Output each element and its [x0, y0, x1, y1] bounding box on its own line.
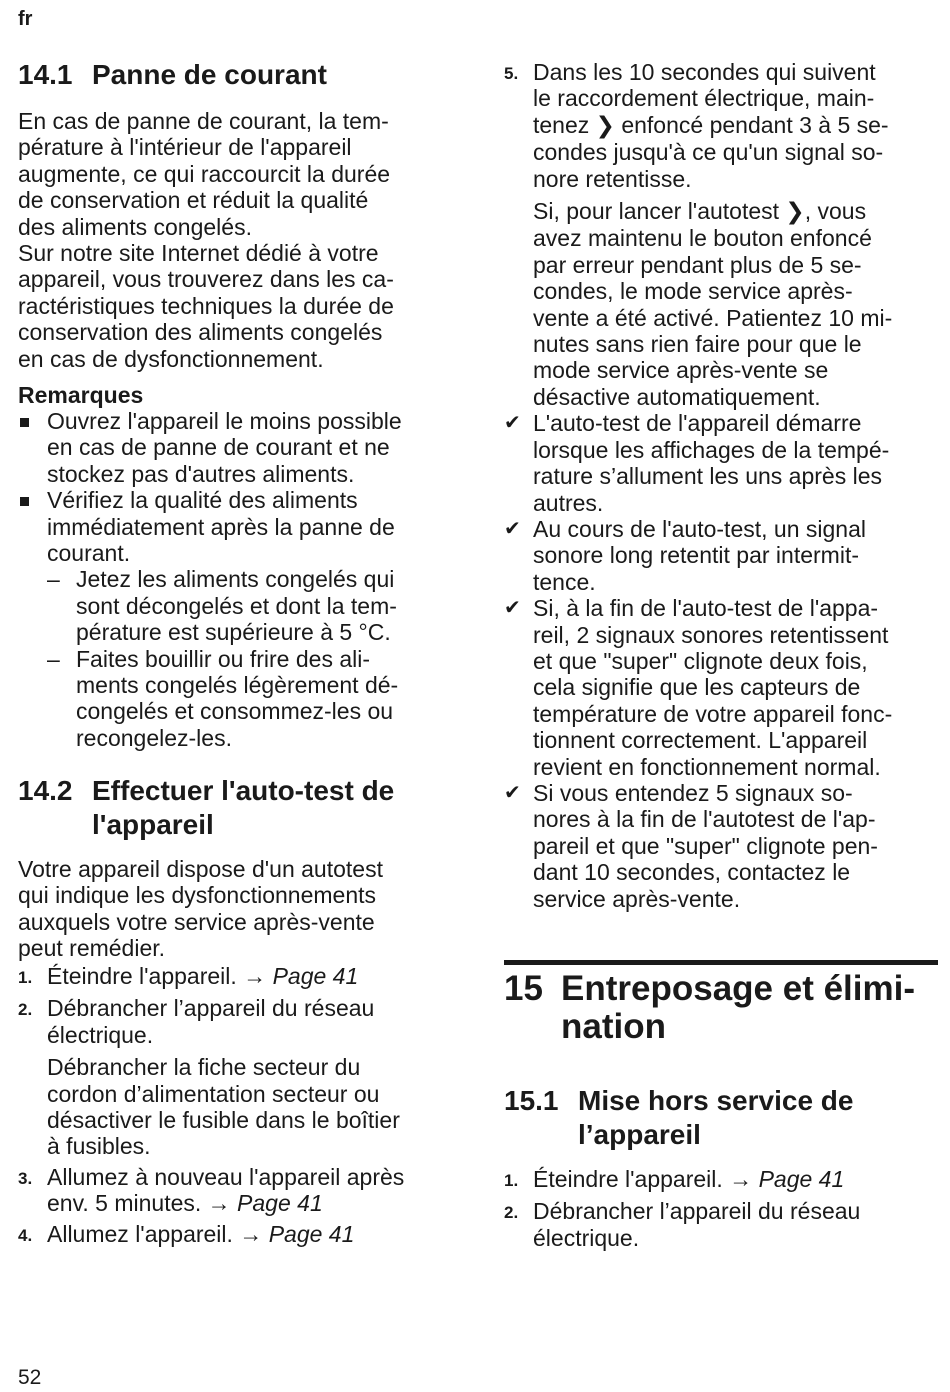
section-title-line: Effectuer l'auto-test de — [92, 775, 395, 806]
section-title: Panne de courant — [92, 59, 327, 90]
step-number: 5. — [504, 64, 519, 83]
text-line: congelés et consommez-les ou — [76, 698, 394, 725]
dash-bullet: – — [47, 645, 60, 672]
text-line: Ouvrez l'appareil le moins possible — [47, 408, 402, 434]
result-item — [504, 410, 938, 516]
step-item — [504, 1198, 938, 1251]
text-line: pérature à l'intérieur de l'appareil — [18, 134, 352, 161]
text-line: de conservation et réduit la qualité — [18, 187, 369, 214]
result-item — [504, 516, 938, 595]
text-line: Faites bouillir ou frire des ali- — [76, 645, 371, 672]
text-line: Allumez l'appareil. — [47, 1220, 233, 1247]
text-line: cordon d’alimentation secteur ou — [47, 1080, 380, 1107]
section-title-line: Mise hors service de — [578, 1085, 854, 1116]
text-line: à fusibles. — [47, 1133, 151, 1160]
text-line: mode service après-vente se — [533, 357, 829, 384]
step-number: 1. — [18, 968, 33, 987]
dash-bullet: – — [47, 566, 60, 593]
checkmark-icon: ✔ — [504, 412, 521, 435]
text-line: électrique. — [533, 1224, 640, 1251]
section-14-2-heading — [18, 774, 458, 842]
page-reference-link[interactable]: Page 41 — [268, 1220, 355, 1247]
text-line: En cas de panne de courant, la tem- — [18, 108, 389, 134]
text-line: Débrancher l’appareil du réseau — [533, 1198, 861, 1225]
text-line: Sur notre site Internet dédié à votre — [18, 240, 379, 267]
text-line: Dans les 10 secondes qui suivent — [533, 59, 876, 85]
arrow-right-icon: → — [239, 1220, 263, 1247]
checkmark-icon: ✔ — [504, 517, 521, 540]
text-line: tence. — [533, 568, 596, 595]
text-line: Jetez les aliments congelés qui — [76, 566, 395, 593]
text-line: Si vous entendez 5 signaux so- — [533, 779, 853, 806]
text-line: Votre appareil dispose d'un autotest — [18, 856, 383, 882]
text-line: pérature est supérieure à 5 °C. — [76, 619, 391, 646]
text-line: vente a été activé. Patientez 10 mi- — [533, 304, 893, 331]
text-line: Éteindre l'appareil. — [533, 1166, 723, 1192]
step-item — [18, 1221, 458, 1249]
text-line: lorsque les affichages de la tempé- — [533, 436, 890, 463]
text-line: condes, le mode service après- — [533, 278, 853, 305]
text-line: désactive automatiquement. — [533, 383, 821, 410]
text-line: électrique. — [47, 1021, 154, 1048]
step-item — [18, 995, 458, 1159]
text-line: courant. — [47, 540, 131, 567]
chevron-right-icon: ❯ — [595, 112, 615, 139]
text-line: pareil et que "super" clignote pen- — [533, 832, 878, 859]
text-line: Éteindre l'appareil. — [47, 963, 237, 989]
section-number: 14.1 — [18, 59, 73, 90]
page-reference-link[interactable]: Page 41 — [272, 963, 359, 989]
text-line: ractéristiques techniques la durée de — [18, 292, 394, 319]
remark-item — [18, 487, 458, 751]
page-number: 52 — [18, 1366, 42, 1389]
text-line: en cas de panne de courant et ne — [47, 434, 390, 461]
result-item — [504, 780, 938, 912]
text-line: qui indique les dysfonctionnements — [18, 882, 377, 909]
text-line: en cas de dysfonctionnement. — [18, 345, 324, 372]
remark-item — [18, 408, 458, 487]
text-line: nores à la fin de l'autotest de l'ap- — [533, 806, 876, 833]
chapter-divider — [504, 960, 938, 965]
text-line: température de votre appareil fonc- — [533, 700, 893, 727]
text-line: avez maintenu le bouton enfoncé — [533, 225, 872, 252]
result-item — [504, 595, 938, 780]
self-test-steps — [18, 963, 458, 1249]
chapter-title-line: Entreposage et élimi- — [561, 969, 915, 1008]
text-line: Allumez à nouveau l'appareil après — [47, 1163, 405, 1190]
chapter-title-line: nation — [561, 1007, 666, 1046]
page-reference-link[interactable]: Page 41 — [758, 1166, 845, 1192]
dash-item — [47, 646, 458, 752]
text-line: sont décongelés et dont la tem- — [76, 592, 397, 619]
text-line: des aliments congelés. — [18, 213, 252, 240]
text-line: augmente, ce qui raccourcit la durée — [18, 160, 391, 187]
checkmark-icon: ✔ — [504, 781, 521, 804]
text-line: auxquels votre service après-vente — [18, 908, 375, 935]
square-bullet-icon — [18, 487, 47, 751]
decommission-steps — [504, 1166, 938, 1251]
remarks-title: Remarques — [18, 382, 144, 408]
text-line: env. 5 minutes. — [47, 1190, 202, 1217]
text-line: nore retentisse. — [533, 165, 692, 192]
step-item — [504, 59, 938, 410]
text-line: nutes sans rien faire pour que le — [533, 331, 862, 358]
section-number: 14.2 — [18, 775, 73, 806]
text-line: immédiatement après la panne de — [47, 513, 395, 540]
section-14-1-heading — [18, 58, 458, 92]
text-line: appareil, vous trouverez dans les ca- — [18, 266, 394, 293]
text-line: reil, 2 signaux sonores retentissent — [533, 621, 889, 648]
step-number: 3. — [18, 1168, 33, 1188]
step-item — [504, 1166, 938, 1194]
section-15-1-heading — [504, 1084, 938, 1152]
dash-item — [47, 566, 458, 645]
text-line: cela signifie que les capteurs de — [533, 674, 861, 701]
text-line: Débrancher la fiche secteur du — [47, 1054, 361, 1081]
text-line: , vous — [804, 198, 867, 225]
text-line: enfoncé pendant 3 à 5 se- — [621, 111, 889, 138]
text-line: et que "super" clignote deux fois, — [533, 647, 868, 674]
text-line: par erreur pendant plus de 5 se- — [533, 251, 862, 278]
section-number: 15.1 — [504, 1085, 559, 1116]
text-line: service après-vente. — [533, 885, 741, 912]
text-line: condes jusqu'à ce qu'un signal so- — [533, 139, 884, 166]
self-test-continued — [504, 59, 938, 912]
square-bullet-icon — [18, 408, 47, 487]
arrow-right-icon: → — [729, 1166, 753, 1192]
checkmark-icon: ✔ — [504, 597, 521, 620]
page-reference-link[interactable]: Page 41 — [237, 1190, 323, 1217]
text-line: revient en fonctionnement normal. — [533, 753, 881, 780]
chevron-right-icon: ❯ — [785, 199, 805, 226]
power-outage-paragraph-1 — [18, 108, 458, 372]
text-line: Au cours de l'auto-test, un signal — [533, 515, 866, 542]
text-line: conservation des aliments congelés — [18, 319, 383, 346]
text-line: désactiver le fusible dans le boîtier — [47, 1107, 400, 1134]
text-line: tenez — [533, 111, 590, 138]
self-test-intro — [18, 856, 458, 962]
section-title-line: l'appareil — [92, 809, 214, 840]
text-line: ments congelés légèrement dé- — [76, 672, 399, 699]
step-item — [18, 963, 458, 991]
step-number: 4. — [18, 1225, 33, 1245]
text-line: peut remédier. — [18, 935, 166, 962]
arrow-right-icon: → — [207, 1190, 231, 1217]
text-line: L'auto-test de l'appareil démarre — [533, 410, 862, 437]
text-line: le raccordement électrique, main- — [533, 85, 875, 112]
text-line: dant 10 secondes, contactez le — [533, 859, 851, 886]
arrow-right-icon: → — [243, 963, 267, 989]
step-item — [18, 1164, 458, 1217]
step-number: 1. — [504, 1171, 519, 1190]
text-line: stockez pas d'autres aliments. — [47, 460, 355, 487]
text-line: rature s’allument les uns après les — [533, 463, 882, 490]
text-line: tionnent correctement. L'appareil — [533, 727, 868, 754]
remarks-block — [18, 382, 458, 751]
step-number: 2. — [18, 1000, 33, 1020]
text-line: Débrancher l’appareil du réseau — [47, 995, 375, 1022]
chapter-number: 15 — [504, 969, 543, 1008]
text-line: autres. — [533, 489, 604, 516]
section-title-line: l’appareil — [578, 1119, 701, 1150]
text-line: Si, à la fin de l'auto-test de l'appa- — [533, 595, 879, 622]
text-line: Si, pour lancer l'autotest — [533, 198, 780, 225]
text-line: recongelez-les. — [76, 724, 232, 751]
text-line: sonore long retentit par intermit- — [533, 542, 859, 569]
chapter-15-heading — [504, 970, 938, 1046]
language-tag: fr — [18, 8, 33, 30]
step-number: 2. — [504, 1203, 519, 1223]
text-line: Vérifiez la qualité des aliments — [47, 487, 358, 514]
